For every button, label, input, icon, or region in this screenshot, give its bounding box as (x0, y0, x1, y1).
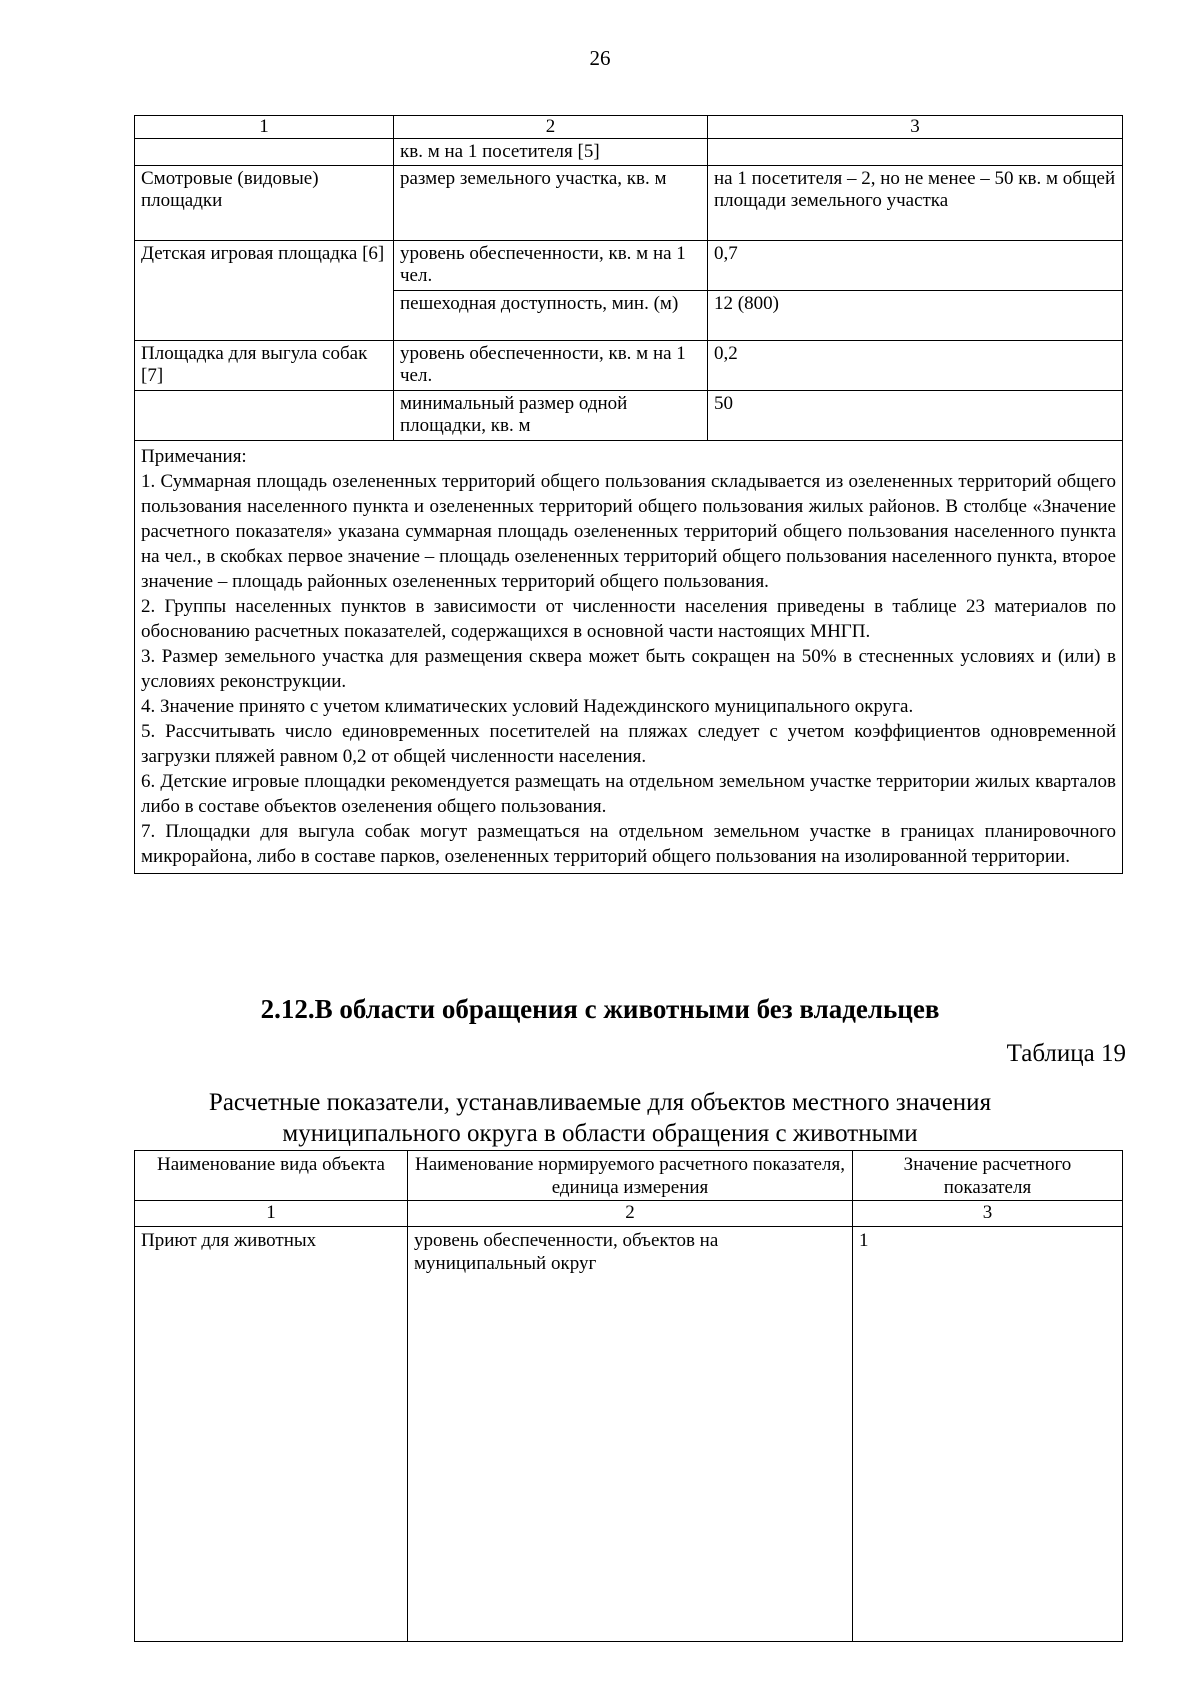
value-cell (708, 139, 1123, 166)
indicator-cell: размер земельного участка, кв. м (394, 166, 708, 241)
indicator-cell: уровень обеспеченности, кв. м на 1 чел. (394, 241, 708, 291)
notes-row (135, 441, 1123, 874)
indicator-cell: кв. м на 1 посетителя [5] (394, 139, 708, 166)
value-cell: 0,7 (708, 241, 1123, 291)
object-cell (135, 391, 394, 441)
header-row (135, 1151, 1123, 1201)
value-cell: 12 (800) (708, 291, 1123, 341)
table-row (135, 391, 1123, 441)
table-19 (134, 1150, 1123, 1642)
table-row (135, 139, 1123, 166)
column-number-2: 2 (408, 1201, 853, 1227)
indicator-cell: уровень обеспеченности, кв. м на 1 чел. (394, 341, 708, 391)
value-cell: 50 (708, 391, 1123, 441)
table-row (135, 166, 1123, 241)
object-cell: Площадка для выгула собак [7] (135, 341, 394, 391)
page-number: 26 (589, 46, 611, 70)
section-title: 2.12.В области обращения с животными без владельцев (260, 994, 940, 1024)
object-cell (135, 139, 394, 166)
notes-cell (135, 441, 1123, 874)
indicator-cell: минимальный размер одной площадки, кв. м (394, 391, 708, 441)
table-caption (0, 1087, 1200, 1149)
table-label: Таблица 19 (1006, 1040, 1126, 1067)
object-cell: Смотровые (видовые) площадки (135, 166, 394, 241)
value-cell: 0,2 (708, 341, 1123, 391)
note-2: 2. Группы населенных пунктов в зависимости от численности населения приведены в таблице 23 материалов по обоснованию расчетных показателей, содержащихся в основной части настоящих МНГП. (141, 596, 1116, 642)
object-cell: Детская игровая площадка [6] (135, 241, 394, 341)
value-cell: 1 (853, 1227, 1123, 1642)
continued-standards-table (134, 115, 1123, 874)
header-indicator: Наименование нормируемого расчетного показателя, единица измерения (408, 1151, 853, 1201)
table-row (135, 241, 1123, 291)
header-value: Значение расчетного показателя (853, 1151, 1123, 1201)
note-4: 4. Значение принято с учетом климатических условий Надеждинского муниципального округа. (141, 696, 914, 717)
table-row (135, 1227, 1123, 1642)
column-number-1: 1 (135, 116, 394, 139)
column-number-1: 1 (135, 1201, 408, 1227)
column-number-2: 2 (394, 116, 708, 139)
value-cell: на 1 посетителя – 2, но не менее – 50 кв. м общей площади земельного участка (708, 166, 1123, 241)
notes-title: Примечания: (141, 446, 247, 467)
table-caption-line-2: муниципального округа в области обращения с животными (282, 1120, 918, 1147)
note-7: 7. Площадки для выгула собак могут размещаться на отдельном земельном участке в границах планировочного микрорайона, либо в составе парков, озелененных территорий общего пользования на изолированной территории. (141, 821, 1116, 867)
indicator-cell: уровень обеспеченности, объектов на муниципальный округ (408, 1227, 853, 1642)
note-3: 3. Размер земельного участка для размещения сквера может быть сокращен на 50% в стесненных условиях и (или) в условиях реконструкции. (141, 646, 1116, 692)
column-number-3: 3 (708, 116, 1123, 139)
table-caption-line-1: Расчетные показатели, устанавливаемые для объектов местного значения (208, 1089, 992, 1116)
note-6: 6. Детские игровые площадки рекомендуется размещать на отдельном земельном участке территории жилых кварталов либо в составе объектов озеленения общего пользования. (141, 771, 1116, 817)
column-number-row (135, 116, 1123, 139)
note-1: 1. Суммарная площадь озелененных территорий общего пользования складывается из озелененных территорий общего пользования населенного пункта и озелененных территорий общего пользования жилых районов. В столбце «Значение расчетного показателя» указана суммарная площадь озелененных территорий общего пользования населенного пункта на чел., в скобках первое значение – площадь озелененных территорий общего пользования населенного пункта, второе значение – площадь районных озелененных территорий общего пользования. (141, 471, 1116, 592)
indicator-cell: пешеходная доступность, мин. (м) (394, 291, 708, 341)
column-number-row (135, 1201, 1123, 1227)
table-row (135, 341, 1123, 391)
column-number-3: 3 (853, 1201, 1123, 1227)
header-object: Наименование вида объекта (135, 1151, 408, 1201)
note-5: 5. Рассчитывать число единовременных посетителей на пляжах следует с учетом коэффициентов одновременной загрузки пляжей равном 0,2 от общей численности населения. (141, 721, 1116, 767)
object-cell: Приют для животных (135, 1227, 408, 1642)
